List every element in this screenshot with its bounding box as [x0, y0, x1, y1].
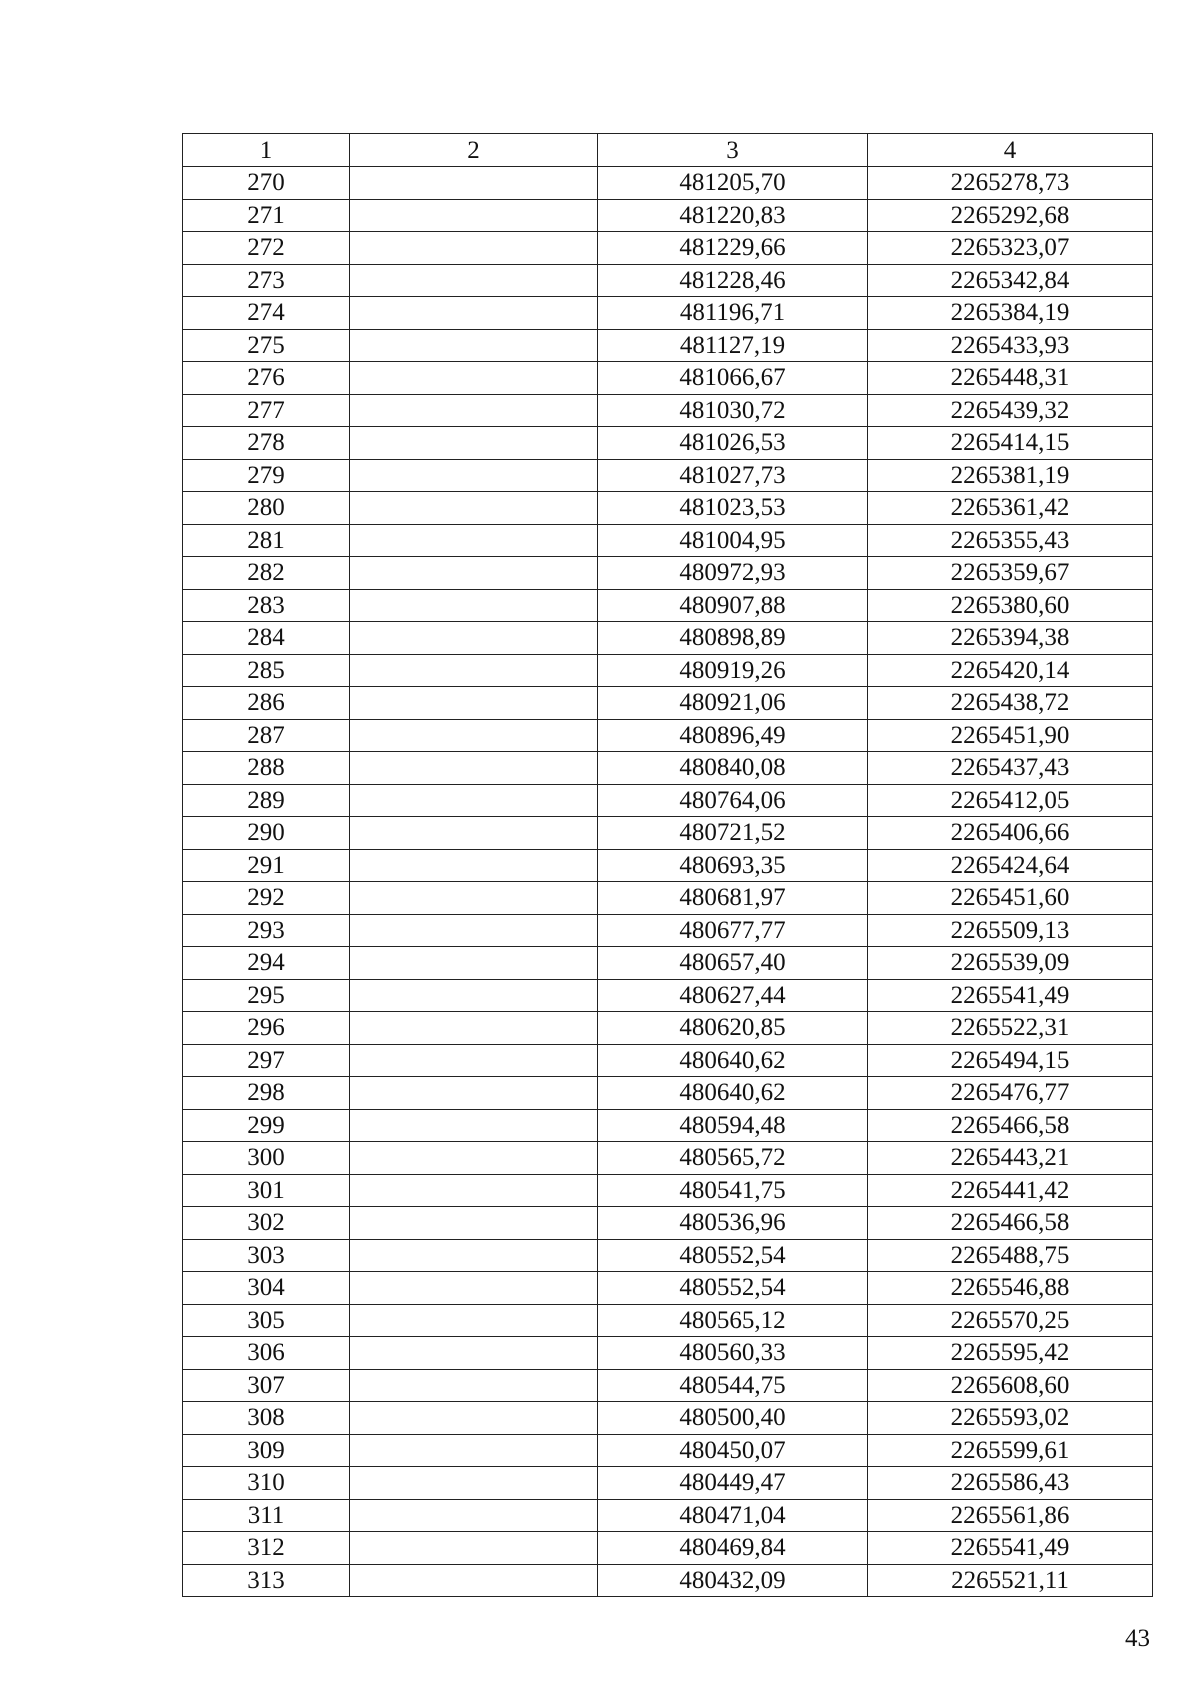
table-row [183, 849, 1153, 882]
coordinate-x-cell: 480552,54 [598, 1272, 868, 1305]
table-row [183, 264, 1153, 297]
table-row [183, 167, 1153, 200]
coordinate-x-cell: 481228,46 [598, 264, 868, 297]
empty-cell [350, 232, 598, 265]
point-number-cell: 271 [183, 199, 350, 232]
coordinate-y-cell: 2265451,60 [868, 882, 1153, 915]
empty-cell [350, 1434, 598, 1467]
point-number-cell: 304 [183, 1272, 350, 1305]
empty-cell [350, 394, 598, 427]
table-row [183, 914, 1153, 947]
coordinate-y-cell: 2265541,49 [868, 1532, 1153, 1565]
table-row [183, 882, 1153, 915]
coordinate-x-cell: 480693,35 [598, 849, 868, 882]
coordinate-x-cell: 480500,40 [598, 1402, 868, 1435]
coordinate-x-cell: 480681,97 [598, 882, 868, 915]
point-number-cell: 286 [183, 687, 350, 720]
coordinate-y-cell: 2265521,11 [868, 1564, 1153, 1597]
coordinate-y-cell: 2265380,60 [868, 589, 1153, 622]
coordinate-y-cell: 2265342,84 [868, 264, 1153, 297]
table-row [183, 1402, 1153, 1435]
coordinate-x-cell: 481205,70 [598, 167, 868, 200]
point-number-cell: 274 [183, 297, 350, 330]
coordinate-y-cell: 2265394,38 [868, 622, 1153, 655]
point-number-cell: 273 [183, 264, 350, 297]
coordinate-y-cell: 2265546,88 [868, 1272, 1153, 1305]
coordinate-y-cell: 2265420,14 [868, 654, 1153, 687]
coordinate-x-cell: 480972,93 [598, 557, 868, 590]
table-row [183, 1174, 1153, 1207]
point-number-cell: 290 [183, 817, 350, 850]
coordinate-y-cell: 2265406,66 [868, 817, 1153, 850]
empty-cell [350, 687, 598, 720]
coordinate-x-cell: 481066,67 [598, 362, 868, 395]
page-number: 43 [1125, 1625, 1150, 1652]
coordinate-y-cell: 2265443,21 [868, 1142, 1153, 1175]
coordinate-y-cell: 2265494,15 [868, 1044, 1153, 1077]
coordinate-y-cell: 2265539,09 [868, 947, 1153, 980]
coordinate-x-cell: 480552,54 [598, 1239, 868, 1272]
table-row [183, 297, 1153, 330]
coordinate-y-cell: 2265441,42 [868, 1174, 1153, 1207]
point-number-cell: 283 [183, 589, 350, 622]
point-number-cell: 296 [183, 1012, 350, 1045]
empty-cell [350, 297, 598, 330]
empty-cell [350, 914, 598, 947]
point-number-cell: 313 [183, 1564, 350, 1597]
empty-cell [350, 1532, 598, 1565]
table-row [183, 1272, 1153, 1305]
coordinate-x-cell: 480594,48 [598, 1109, 868, 1142]
coordinate-x-cell: 480919,26 [598, 654, 868, 687]
coordinate-x-cell: 480898,89 [598, 622, 868, 655]
table-row [183, 1239, 1153, 1272]
point-number-cell: 310 [183, 1467, 350, 1500]
empty-cell [350, 1272, 598, 1305]
point-number-cell: 292 [183, 882, 350, 915]
point-number-cell: 306 [183, 1337, 350, 1370]
table-row [183, 719, 1153, 752]
coordinate-x-cell: 480627,44 [598, 979, 868, 1012]
coordinate-x-cell: 481023,53 [598, 492, 868, 525]
table-row [183, 817, 1153, 850]
coordinate-x-cell: 481127,19 [598, 329, 868, 362]
table-row [183, 459, 1153, 492]
empty-cell [350, 752, 598, 785]
point-number-cell: 288 [183, 752, 350, 785]
table-row [183, 329, 1153, 362]
coordinate-x-cell: 480544,75 [598, 1369, 868, 1402]
point-number-cell: 297 [183, 1044, 350, 1077]
coordinate-y-cell: 2265355,43 [868, 524, 1153, 557]
coordinate-x-cell: 480450,07 [598, 1434, 868, 1467]
point-number-cell: 301 [183, 1174, 350, 1207]
empty-cell [350, 1077, 598, 1110]
coordinate-y-cell: 2265570,25 [868, 1304, 1153, 1337]
table-row [183, 232, 1153, 265]
point-number-cell: 300 [183, 1142, 350, 1175]
point-number-cell: 312 [183, 1532, 350, 1565]
coordinate-y-cell: 2265608,60 [868, 1369, 1153, 1402]
table-row [183, 687, 1153, 720]
table-row [183, 362, 1153, 395]
coordinate-y-cell: 2265593,02 [868, 1402, 1153, 1435]
table-row [183, 1564, 1153, 1597]
coordinate-x-cell: 480541,75 [598, 1174, 868, 1207]
empty-cell [350, 1044, 598, 1077]
coordinate-x-cell: 481220,83 [598, 199, 868, 232]
coordinate-x-cell: 480469,84 [598, 1532, 868, 1565]
coordinate-x-cell: 481027,73 [598, 459, 868, 492]
coordinate-y-cell: 2265361,42 [868, 492, 1153, 525]
empty-cell [350, 1174, 598, 1207]
coordinate-y-cell: 2265595,42 [868, 1337, 1153, 1370]
table-row [183, 1109, 1153, 1142]
coordinate-y-cell: 2265488,75 [868, 1239, 1153, 1272]
point-number-cell: 298 [183, 1077, 350, 1110]
coordinate-y-cell: 2265509,13 [868, 914, 1153, 947]
coordinate-y-cell: 2265292,68 [868, 199, 1153, 232]
empty-cell [350, 882, 598, 915]
table-row [183, 589, 1153, 622]
empty-cell [350, 199, 598, 232]
coordinate-y-cell: 2265451,90 [868, 719, 1153, 752]
point-number-cell: 287 [183, 719, 350, 752]
empty-cell [350, 1402, 598, 1435]
table-row [183, 1304, 1153, 1337]
coordinate-x-cell: 480640,62 [598, 1044, 868, 1077]
point-number-cell: 285 [183, 654, 350, 687]
empty-cell [350, 947, 598, 980]
point-number-cell: 291 [183, 849, 350, 882]
point-number-cell: 277 [183, 394, 350, 427]
coordinate-y-cell: 2265437,43 [868, 752, 1153, 785]
empty-cell [350, 427, 598, 460]
coordinate-x-cell: 480721,52 [598, 817, 868, 850]
empty-cell [350, 1109, 598, 1142]
coordinate-y-cell: 2265278,73 [868, 167, 1153, 200]
empty-cell [350, 1239, 598, 1272]
empty-cell [350, 492, 598, 525]
empty-cell [350, 557, 598, 590]
point-number-cell: 275 [183, 329, 350, 362]
table-row [183, 427, 1153, 460]
coordinate-y-cell: 2265384,19 [868, 297, 1153, 330]
table-row [183, 1532, 1153, 1565]
empty-cell [350, 719, 598, 752]
coordinate-x-cell: 480640,62 [598, 1077, 868, 1110]
point-number-cell: 289 [183, 784, 350, 817]
coordinate-x-cell: 480657,40 [598, 947, 868, 980]
point-number-cell: 278 [183, 427, 350, 460]
empty-cell [350, 1207, 598, 1240]
coordinate-y-cell: 2265476,77 [868, 1077, 1153, 1110]
empty-cell [350, 1499, 598, 1532]
empty-cell [350, 1369, 598, 1402]
point-number-cell: 272 [183, 232, 350, 265]
coordinate-x-cell: 480449,47 [598, 1467, 868, 1500]
empty-cell [350, 979, 598, 1012]
table-row [183, 1467, 1153, 1500]
table-row [183, 492, 1153, 525]
empty-cell [350, 817, 598, 850]
coordinate-x-cell: 481196,71 [598, 297, 868, 330]
table-row [183, 199, 1153, 232]
empty-cell [350, 1564, 598, 1597]
coordinate-y-cell: 2265438,72 [868, 687, 1153, 720]
coordinates-table [182, 133, 1153, 1597]
point-number-cell: 293 [183, 914, 350, 947]
table-row [183, 1142, 1153, 1175]
point-number-cell: 276 [183, 362, 350, 395]
point-number-cell: 302 [183, 1207, 350, 1240]
coordinate-x-cell: 480536,96 [598, 1207, 868, 1240]
empty-cell [350, 1337, 598, 1370]
coordinate-x-cell: 481229,66 [598, 232, 868, 265]
coordinate-x-cell: 481026,53 [598, 427, 868, 460]
coordinate-x-cell: 480565,12 [598, 1304, 868, 1337]
table-row [183, 784, 1153, 817]
empty-cell [350, 1467, 598, 1500]
table-row [183, 752, 1153, 785]
table-row [183, 1207, 1153, 1240]
coordinate-y-cell: 2265561,86 [868, 1499, 1153, 1532]
point-number-cell: 284 [183, 622, 350, 655]
coordinate-y-cell: 2265414,15 [868, 427, 1153, 460]
empty-cell [350, 524, 598, 557]
point-number-cell: 308 [183, 1402, 350, 1435]
table-row [183, 1369, 1153, 1402]
table-row [183, 1499, 1153, 1532]
coordinate-x-cell: 480560,33 [598, 1337, 868, 1370]
empty-cell [350, 849, 598, 882]
table-row [183, 394, 1153, 427]
coordinate-y-cell: 2265466,58 [868, 1207, 1153, 1240]
column-header-1: 1 [183, 134, 350, 167]
empty-cell [350, 362, 598, 395]
coordinate-y-cell: 2265323,07 [868, 232, 1153, 265]
empty-cell [350, 167, 598, 200]
coordinate-x-cell: 480907,88 [598, 589, 868, 622]
coordinate-x-cell: 481030,72 [598, 394, 868, 427]
coordinate-x-cell: 480840,08 [598, 752, 868, 785]
empty-cell [350, 329, 598, 362]
coordinate-x-cell: 480764,06 [598, 784, 868, 817]
coordinate-x-cell: 480432,09 [598, 1564, 868, 1597]
coordinate-y-cell: 2265586,43 [868, 1467, 1153, 1500]
table-row [183, 1012, 1153, 1045]
table-row [183, 1337, 1153, 1370]
header-row [183, 134, 1153, 167]
table-row [183, 947, 1153, 980]
coordinate-x-cell: 480565,72 [598, 1142, 868, 1175]
coordinate-x-cell: 481004,95 [598, 524, 868, 557]
empty-cell [350, 784, 598, 817]
coordinate-x-cell: 480896,49 [598, 719, 868, 752]
coordinate-y-cell: 2265439,32 [868, 394, 1153, 427]
column-header-3: 3 [598, 134, 868, 167]
point-number-cell: 280 [183, 492, 350, 525]
coordinate-x-cell: 480471,04 [598, 1499, 868, 1532]
empty-cell [350, 589, 598, 622]
coordinate-y-cell: 2265466,58 [868, 1109, 1153, 1142]
coordinate-x-cell: 480677,77 [598, 914, 868, 947]
point-number-cell: 307 [183, 1369, 350, 1402]
coordinate-x-cell: 480620,85 [598, 1012, 868, 1045]
coordinate-y-cell: 2265359,67 [868, 557, 1153, 590]
empty-cell [350, 459, 598, 492]
table-row [183, 654, 1153, 687]
table-body [183, 167, 1153, 1597]
point-number-cell: 295 [183, 979, 350, 1012]
coordinate-y-cell: 2265448,31 [868, 362, 1153, 395]
table-row [183, 524, 1153, 557]
coordinate-y-cell: 2265433,93 [868, 329, 1153, 362]
empty-cell [350, 622, 598, 655]
column-header-4: 4 [868, 134, 1153, 167]
coordinate-y-cell: 2265522,31 [868, 1012, 1153, 1045]
point-number-cell: 279 [183, 459, 350, 492]
empty-cell [350, 1012, 598, 1045]
column-header-2: 2 [350, 134, 598, 167]
point-number-cell: 309 [183, 1434, 350, 1467]
point-number-cell: 303 [183, 1239, 350, 1272]
point-number-cell: 282 [183, 557, 350, 590]
point-number-cell: 311 [183, 1499, 350, 1532]
table-row [183, 979, 1153, 1012]
point-number-cell: 305 [183, 1304, 350, 1337]
empty-cell [350, 1142, 598, 1175]
empty-cell [350, 1304, 598, 1337]
point-number-cell: 294 [183, 947, 350, 980]
point-number-cell: 281 [183, 524, 350, 557]
empty-cell [350, 264, 598, 297]
coordinate-y-cell: 2265381,19 [868, 459, 1153, 492]
coordinate-y-cell: 2265412,05 [868, 784, 1153, 817]
table-row [183, 1044, 1153, 1077]
point-number-cell: 270 [183, 167, 350, 200]
coordinate-y-cell: 2265599,61 [868, 1434, 1153, 1467]
empty-cell [350, 654, 598, 687]
coordinate-y-cell: 2265424,64 [868, 849, 1153, 882]
table-row [183, 1434, 1153, 1467]
coordinate-y-cell: 2265541,49 [868, 979, 1153, 1012]
table-row [183, 622, 1153, 655]
table-header [183, 134, 1153, 167]
table-row [183, 557, 1153, 590]
point-number-cell: 299 [183, 1109, 350, 1142]
table-row [183, 1077, 1153, 1110]
coordinate-x-cell: 480921,06 [598, 687, 868, 720]
